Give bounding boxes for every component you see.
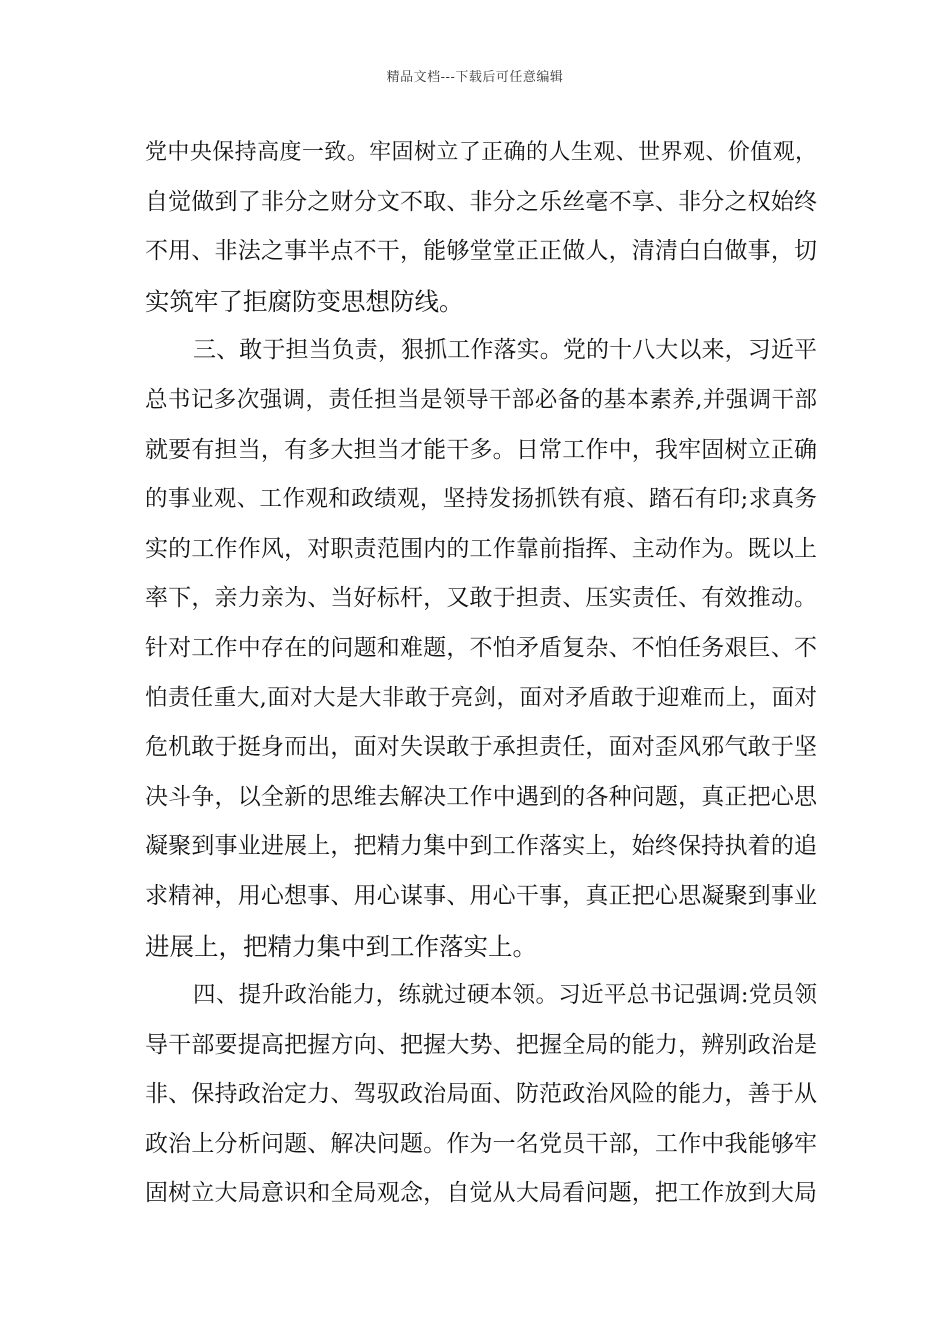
text-line: 四、提升政治能力，练就过硬本领。习近平总书记强调:党员领	[193, 982, 817, 1009]
text-line: 决斗争，以全新的思维去解决工作中遇到的各种问题，真正把心思	[145, 783, 817, 810]
text-line: 实筑牢了拒腐防变思想防线。	[145, 286, 464, 316]
text-line: 不用、非法之事半点不干，能够堂堂正正做人，清清白白做事，切	[145, 238, 817, 265]
text-line: 固树立大局意识和全局观念，自觉从大局看问题，把工作放到大局	[145, 1180, 817, 1207]
text-line: 就要有担当，有多大担当才能干多。日常工作中，我牢固树立正确	[145, 436, 817, 463]
text-line: 怕责任重大,面对大是大非敢于亮剑，面对矛盾敢于迎难而上，面对	[145, 684, 817, 711]
text-line: 政治上分析问题、解决问题。作为一名党员干部，工作中我能够牢	[145, 1130, 817, 1157]
text-line: 自觉做到了非分之财分文不取、非分之乐丝毫不享、非分之权始终	[145, 188, 817, 215]
text-line: 针对工作中存在的问题和难题，不怕矛盾复杂、不怕任务艰巨、不	[145, 634, 817, 661]
text-line: 导干部要提高把握方向、把握大势、把握全局的能力，辨别政治是	[145, 1031, 817, 1058]
text-line: 的事业观、工作观和政绩观，坚持发扬抓铁有痕、踏石有印;求真务	[145, 486, 817, 513]
text-line: 实的工作作风，对职责范围内的工作靠前指挥、主动作为。既以上	[145, 535, 817, 562]
text-line: 总书记多次强调，责任担当是领导干部必备的基本素养,并强调干部	[145, 386, 817, 413]
body-text	[145, 128, 817, 1219]
text-line: 凝聚到事业进展上，把精力集中到工作落实上，始终保持执着的追	[145, 833, 817, 860]
text-line: 进展上，把精力集中到工作落实上。	[145, 931, 537, 961]
text-line: 求精神，用心想事、用心谋事、用心干事，真正把心思凝聚到事业	[145, 882, 817, 909]
page-header: 精品文档---下载后可任意编辑	[386, 70, 564, 85]
text-line: 危机敢于挺身而出，面对失误敢于承担责任，面对歪风邪气敢于坚	[145, 734, 817, 761]
text-line: 率下，亲力亲为、当好标杆，又敢于担责、压实责任、有效推动。	[145, 585, 817, 612]
text-line: 非、保持政治定力、驾驭政治局面、防范政治风险的能力，善于从	[145, 1081, 817, 1108]
text-line: 党中央保持高度一致。牢固树立了正确的人生观、世界观、价值观，	[145, 140, 817, 165]
text-line: 三、敢于担当负责，狠抓工作落实。党的十八大以来，习近平	[193, 337, 817, 364]
